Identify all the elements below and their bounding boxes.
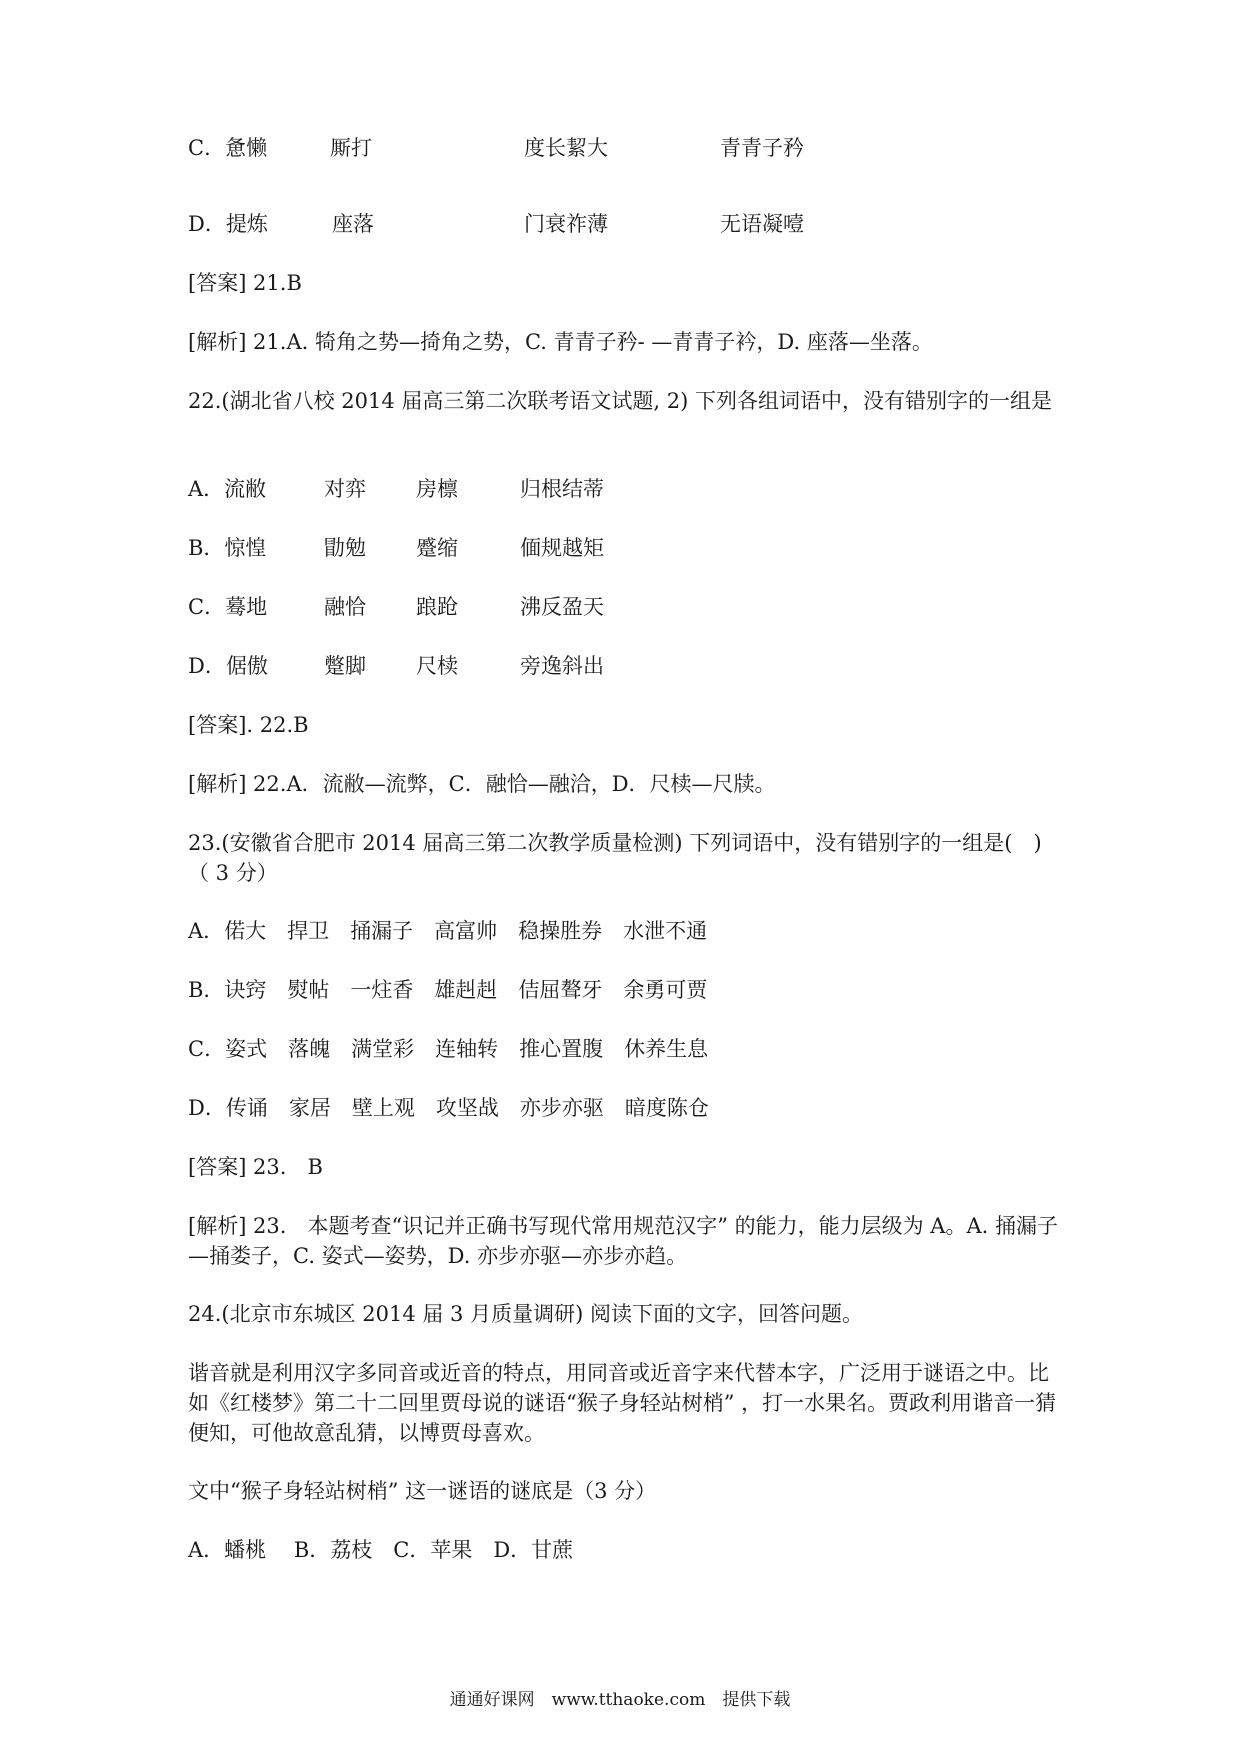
option-word: 青青子矜 — [720, 136, 804, 160]
q24-options: A．蟠桃 B．荔枝 C．苹果 D．甘蔗 — [188, 1538, 574, 1562]
option-word: 沸反盈天 — [520, 595, 604, 619]
q21-analysis: [解析] 21.A. 犄角之势—掎角之势，C. 青青子矜- —青青子衿，D. 座落—坐落。 — [188, 330, 933, 354]
q23-analysis: [解析] 23. 本题考查“识记并正确书写现代常用规范汉字” 的能力，能力层级为 A。A. 捅漏子—捅娄子，C. 姿式—姿势，D. 亦步亦驱—亦步亦趋。 — [188, 1214, 1058, 1268]
option-word: 尺椟 — [416, 654, 458, 678]
option-word: 房檩 — [416, 477, 458, 501]
option-word: 蹩脚 — [324, 654, 366, 678]
option-word: 门衰祚薄 — [524, 212, 608, 236]
option-word: C．惫懒 — [188, 136, 268, 160]
option-word: 度长絜大 — [524, 136, 608, 160]
q24-question: 文中“猴子身轻站树梢” 这一谜语的谜底是（3 分） — [188, 1479, 657, 1503]
q23-answer: [答案] 23. B — [188, 1155, 323, 1179]
option-word: 融恰 — [324, 595, 366, 619]
page-footer: 通通好课网 www.tthaoke.com 提供下载 — [449, 1690, 791, 1710]
option-word: 踉跄 — [416, 595, 458, 619]
q22-analysis: [解析] 22.A．流敝—流弊，C．融恰—融洽，D．尺椟—尺牍。 — [188, 772, 776, 796]
option-word: 对弈 — [324, 477, 366, 501]
option-word: B．惊惶 — [188, 536, 267, 560]
option-word: A．流敝 — [188, 477, 267, 501]
q23-option-b: B．诀窍 熨帖 一炷香 雄赳赳 佶屈聱牙 余勇可贾 — [188, 978, 708, 1002]
option-word: 座落 — [332, 212, 374, 236]
q21-option-d — [188, 209, 1088, 239]
option-word: D．倨傲 — [188, 654, 268, 678]
option-word: 蹙缩 — [416, 536, 458, 560]
option-word: 旁逸斜出 — [520, 654, 604, 678]
q22-stem: 22.(湖北省八校 2014 届高三第二次联考语文试题, 2) 下列各组词语中，没有错别字的一组是 — [188, 389, 1052, 413]
q24-stem: 24.(北京市东城区 2014 届 3 月质量调研) 阅读下面的文字，回答问题。 — [188, 1302, 863, 1326]
option-word: 勖勉 — [324, 536, 366, 560]
option-word: 偭规越矩 — [520, 536, 604, 560]
option-word: C．蓦地 — [188, 595, 268, 619]
q22-option-c — [188, 592, 1088, 622]
q21-answer: [答案] 21.B — [188, 271, 302, 295]
q24-passage: 谐音就是利用汉字多同音或近音的特点，用同音或近音字来代替本字，广泛用于谜语之中。比如《红楼梦》第二十二回里贾母说的谜语“猴子身轻站树梢” ，打一水果名。贾政利用谐音一猜便知，可他故意乱猜，以博贾母喜欢。 — [188, 1361, 1057, 1445]
q22-option-a — [188, 474, 1088, 504]
q22-option-d — [188, 651, 1088, 681]
q23-option-c: C．姿式 落魄 满堂彩 连轴转 推心置腹 休养生息 — [188, 1037, 709, 1061]
q23-stem: 23.(安徽省合肥市 2014 届高三第二次教学质量检测) 下列词语中，没有错别字的一组是( )（ 3 分） — [188, 831, 1042, 885]
q22-answer: [答案]. 22.B — [188, 713, 309, 737]
option-word: 归根结蒂 — [520, 477, 604, 501]
q23-option-d: D．传诵 家居 壁上观 攻坚战 亦步亦驱 暗度陈仓 — [188, 1096, 709, 1120]
q21-option-c — [188, 133, 1088, 163]
option-word: 无语凝噎 — [720, 212, 804, 236]
option-word: 厮打 — [330, 136, 372, 160]
q22-option-b — [188, 533, 1088, 563]
q23-option-a: A．偌大 捍卫 捅漏子 高富帅 稳操胜券 水泄不通 — [188, 919, 708, 943]
option-word: D．提炼 — [188, 212, 268, 236]
